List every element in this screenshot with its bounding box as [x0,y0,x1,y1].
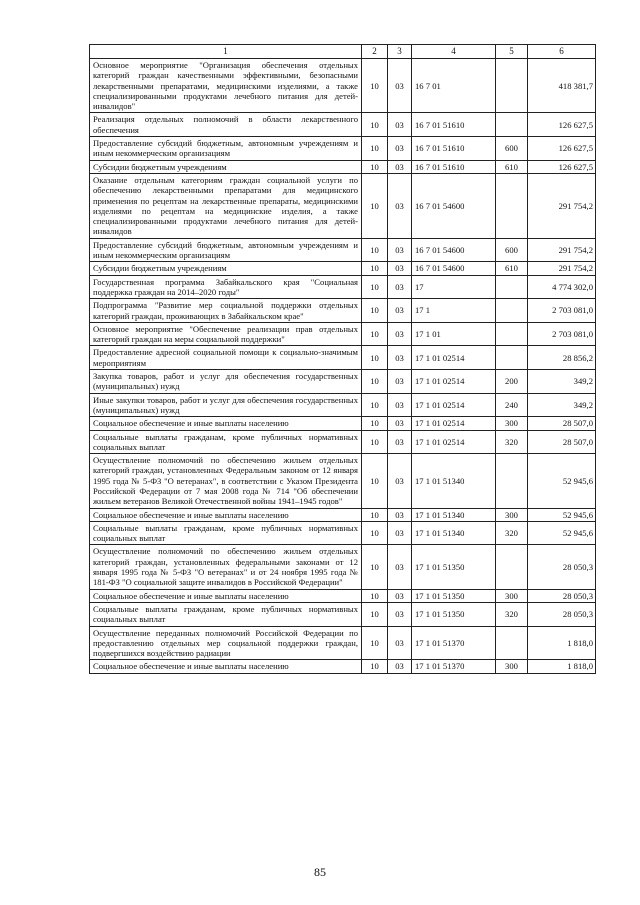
row-name-cell: Предоставление субсидий бюджетным, автономным учреждениям и иным некоммерческим организациям [90,238,362,262]
row-csr-cell: 17 1 01 51340 [412,454,496,508]
row-vr-cell: 300 [496,660,528,673]
table-row [90,113,596,137]
row-sum-cell: 28 507,0 [528,417,596,430]
table-row [90,545,596,589]
row-csr-cell: 16 7 01 54600 [412,173,496,238]
row-vr-cell [496,113,528,137]
table-row [90,160,596,173]
row-pr-cell: 03 [388,602,412,626]
table-row [90,602,596,626]
row-rz-cell: 10 [362,454,388,508]
row-vr-cell: 240 [496,393,528,417]
row-name-cell: Предоставление адресной социальной помощи к социально-значимым мероприятиям [90,346,362,370]
table-row [90,262,596,275]
row-name-cell: Социальные выплаты гражданам, кроме публичных нормативных социальных выплат [90,521,362,545]
table-row [90,589,596,602]
row-csr-cell: 17 1 [412,299,496,323]
row-csr-cell: 16 7 01 51610 [412,160,496,173]
row-sum-cell: 418 381,7 [528,59,596,113]
row-name-cell: Субсидии бюджетным учреждениям [90,262,362,275]
row-name-cell: Социальное обеспечение и иные выплаты населению [90,660,362,673]
row-rz-cell: 10 [362,113,388,137]
row-rz-cell: 10 [362,299,388,323]
row-csr-cell: 17 1 01 02514 [412,430,496,454]
row-pr-cell: 03 [388,393,412,417]
row-rz-cell: 10 [362,430,388,454]
row-sum-cell: 52 945,6 [528,454,596,508]
row-csr-cell: 17 1 01 51340 [412,521,496,545]
row-sum-cell: 4 774 302,0 [528,275,596,299]
row-csr-cell: 17 1 01 51350 [412,589,496,602]
row-sum-cell: 28 507,0 [528,430,596,454]
row-rz-cell: 10 [362,173,388,238]
header-col-csr: 4 [412,45,496,59]
row-name-cell: Осуществление полномочий по обеспечению жильем отдельных категорий граждан, установленных Федеральным законом от 12 января 1995 года № 5-ФЗ "О ветеранах", в соответствии с Указом Президента Российской Федерации от 7 мая 2008 года № 714 "Об обеспечении жильем ветеранов Великой Отечественной войны 1941–1945 годов" [90,454,362,508]
row-vr-cell [496,346,528,370]
row-pr-cell: 03 [388,660,412,673]
row-sum-cell: 52 945,6 [528,521,596,545]
table-row [90,275,596,299]
table-row [90,417,596,430]
table-row [90,454,596,508]
page-number: 85 [314,865,326,879]
row-name-cell: Подпрограмма "Развитие мер социальной поддержки отдельных категорий граждан, проживающих в Забайкальском крае" [90,299,362,323]
row-csr-cell: 17 1 01 02514 [412,393,496,417]
row-vr-cell: 200 [496,370,528,394]
row-vr-cell: 300 [496,417,528,430]
row-sum-cell: 291 754,2 [528,238,596,262]
row-csr-cell: 17 1 01 51370 [412,660,496,673]
row-vr-cell: 610 [496,262,528,275]
row-name-cell: Социальные выплаты гражданам, кроме публичных нормативных социальных выплат [90,430,362,454]
table-row [90,430,596,454]
table-body [90,59,596,674]
row-sum-cell: 349,2 [528,370,596,394]
row-vr-cell [496,545,528,589]
table-row [90,238,596,262]
row-name-cell: Осуществление полномочий по обеспечению жильем отдельных категорий граждан, установленных федеральными законами от 12 января 1995 года № 5-ФЗ "О ветеранах" и от 24 ноября 1995 года № 181-ФЗ "О социальной защите инвалидов в Российской Федерации" [90,545,362,589]
row-rz-cell: 10 [362,59,388,113]
row-rz-cell: 10 [362,589,388,602]
row-rz-cell: 10 [362,508,388,521]
row-sum-cell: 126 627,5 [528,113,596,137]
row-csr-cell: 17 1 01 [412,322,496,346]
row-csr-cell: 17 1 01 51350 [412,545,496,589]
row-rz-cell: 10 [362,275,388,299]
row-sum-cell: 2 703 081,0 [528,299,596,323]
row-sum-cell: 28 856,2 [528,346,596,370]
table-row [90,299,596,323]
row-pr-cell: 03 [388,626,412,660]
table-row [90,393,596,417]
row-name-cell: Социальные выплаты гражданам, кроме публичных нормативных социальных выплат [90,602,362,626]
row-name-cell: Социальное обеспечение и иные выплаты населению [90,589,362,602]
row-rz-cell: 10 [362,660,388,673]
row-name-cell: Предоставление субсидий бюджетным, автономным учреждениям и иным некоммерческим организациям [90,137,362,161]
row-pr-cell: 03 [388,299,412,323]
row-pr-cell: 03 [388,346,412,370]
row-sum-cell: 2 703 081,0 [528,322,596,346]
row-vr-cell [496,275,528,299]
row-name-cell: Социальное обеспечение и иные выплаты населению [90,508,362,521]
row-rz-cell: 10 [362,160,388,173]
row-csr-cell: 17 1 01 51340 [412,508,496,521]
table-row [90,370,596,394]
row-sum-cell: 52 945,6 [528,508,596,521]
row-rz-cell: 10 [362,602,388,626]
row-vr-cell: 300 [496,508,528,521]
row-pr-cell: 03 [388,322,412,346]
table-row [90,322,596,346]
row-rz-cell: 10 [362,346,388,370]
header-col-vr: 5 [496,45,528,59]
row-name-cell: Социальное обеспечение и иные выплаты населению [90,417,362,430]
table-row [90,508,596,521]
row-vr-cell [496,322,528,346]
row-pr-cell: 03 [388,508,412,521]
table-row [90,626,596,660]
row-sum-cell: 1 818,0 [528,660,596,673]
row-sum-cell: 291 754,2 [528,262,596,275]
row-pr-cell: 03 [388,173,412,238]
row-vr-cell [496,59,528,113]
row-pr-cell: 03 [388,137,412,161]
row-rz-cell: 10 [362,545,388,589]
table-row [90,59,596,113]
row-vr-cell: 600 [496,238,528,262]
row-vr-cell [496,299,528,323]
row-pr-cell: 03 [388,589,412,602]
row-pr-cell: 03 [388,430,412,454]
row-pr-cell: 03 [388,275,412,299]
row-vr-cell: 320 [496,602,528,626]
row-pr-cell: 03 [388,238,412,262]
row-pr-cell: 03 [388,262,412,275]
row-rz-cell: 10 [362,238,388,262]
budget-table-sheet [89,44,595,674]
row-csr-cell: 17 1 01 51350 [412,602,496,626]
row-rz-cell: 10 [362,393,388,417]
row-csr-cell: 16 7 01 54600 [412,238,496,262]
row-csr-cell: 16 7 01 [412,59,496,113]
row-name-cell: Оказание отдельным категориям граждан социальной услуги по обеспечению лекарственными препаратами для медицинского применения по рецептам на лекарственные препараты, медицинскими изделиями по рецептам на медицинские изделия, а также специализированными продуктами лечебного питания для детей-инвалидов [90,173,362,238]
row-sum-cell: 1 818,0 [528,626,596,660]
budget-table [89,44,596,674]
table-row [90,660,596,673]
row-name-cell: Субсидии бюджетным учреждениям [90,160,362,173]
row-pr-cell: 03 [388,113,412,137]
row-sum-cell: 126 627,5 [528,160,596,173]
header-col-name: 1 [90,45,362,59]
row-rz-cell: 10 [362,626,388,660]
row-sum-cell: 28 050,3 [528,589,596,602]
row-vr-cell [496,626,528,660]
table-row [90,137,596,161]
row-csr-cell: 16 7 01 51610 [412,137,496,161]
row-sum-cell: 349,2 [528,393,596,417]
row-sum-cell: 28 050,3 [528,545,596,589]
header-col-sum: 6 [528,45,596,59]
row-pr-cell: 03 [388,160,412,173]
row-name-cell: Реализация отдельных полномочий в области лекарственного обеспечения [90,113,362,137]
row-rz-cell: 10 [362,417,388,430]
row-name-cell: Осуществление переданных полномочий Российской Федерации по предоставлению отдельных мер социальной поддержки граждан, подвергшихся воздействию радиации [90,626,362,660]
row-rz-cell: 10 [362,521,388,545]
row-name-cell: Основное мероприятие "Организация обеспечения отдельных категорий граждан качественными эффективными, безопасными лекарственными препаратами, медицинскими изделиями, а также специализированными продуктами лечебного питания для детей-инвалидов" [90,59,362,113]
row-name-cell: Государственная программа Забайкальского края "Социальная поддержка граждан на 2014–2020 годы" [90,275,362,299]
table-header-row [90,45,596,59]
row-csr-cell: 17 1 01 02514 [412,346,496,370]
row-vr-cell: 300 [496,589,528,602]
table-row [90,521,596,545]
row-csr-cell: 16 7 01 54600 [412,262,496,275]
header-col-rz: 2 [362,45,388,59]
row-name-cell: Иные закупки товаров, работ и услуг для обеспечения государственных (муниципальных) нужд [90,393,362,417]
row-pr-cell: 03 [388,59,412,113]
row-csr-cell: 17 1 01 02514 [412,417,496,430]
row-rz-cell: 10 [362,322,388,346]
row-sum-cell: 126 627,5 [528,137,596,161]
row-vr-cell: 610 [496,160,528,173]
row-vr-cell [496,173,528,238]
row-csr-cell: 17 1 01 02514 [412,370,496,394]
row-pr-cell: 03 [388,417,412,430]
row-name-cell: Основное мероприятие "Обеспечение реализации прав отдельных категорий граждан на меры социальной поддержки" [90,322,362,346]
row-csr-cell: 16 7 01 51610 [412,113,496,137]
table-row [90,173,596,238]
row-sum-cell: 291 754,2 [528,173,596,238]
row-pr-cell: 03 [388,454,412,508]
row-vr-cell: 320 [496,430,528,454]
row-sum-cell: 28 050,3 [528,602,596,626]
row-csr-cell: 17 [412,275,496,299]
row-rz-cell: 10 [362,370,388,394]
row-name-cell: Закупка товаров, работ и услуг для обеспечения государственных (муниципальных) нужд [90,370,362,394]
row-vr-cell: 600 [496,137,528,161]
row-rz-cell: 10 [362,137,388,161]
table-row [90,346,596,370]
row-vr-cell [496,454,528,508]
row-pr-cell: 03 [388,370,412,394]
header-col-pr: 3 [388,45,412,59]
row-vr-cell: 320 [496,521,528,545]
row-pr-cell: 03 [388,521,412,545]
row-pr-cell: 03 [388,545,412,589]
row-rz-cell: 10 [362,262,388,275]
row-csr-cell: 17 1 01 51370 [412,626,496,660]
